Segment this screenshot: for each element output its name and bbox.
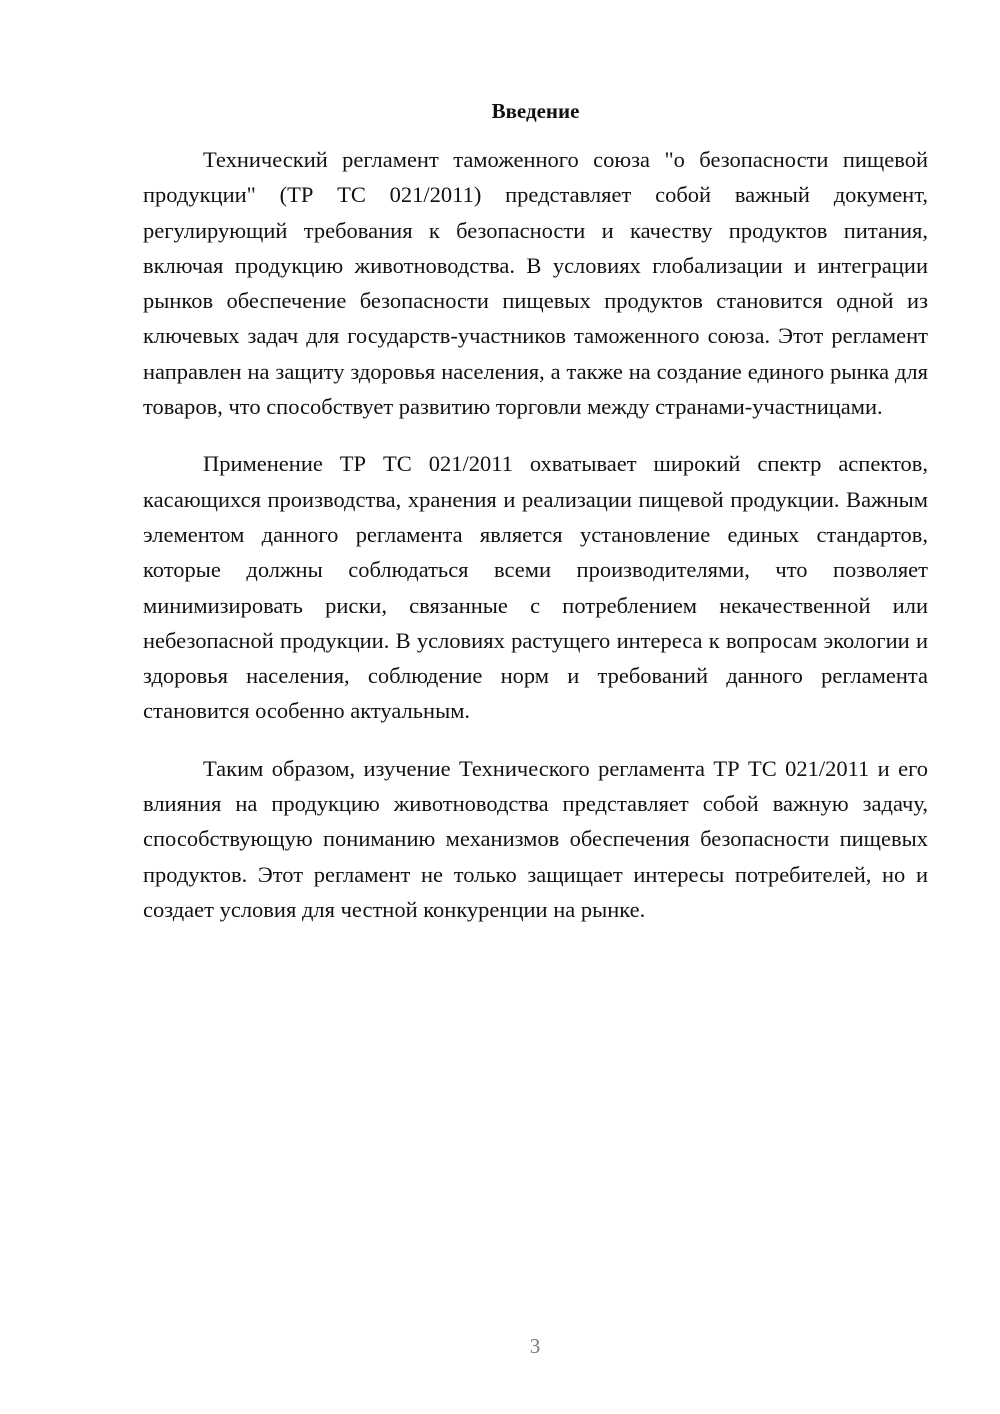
paragraph-2: Применение ТР ТС 021/2011 охватывает широкий спектр аспектов, касающихся производства, хранения и реализации пищевой продукции. Важным элементом данного регламента является установление единых стандартов, которые должны соблюдаться всеми производителями, что позволяет минимизировать риски, связанные с потреблением некачественной или небезопасной продукции. В условиях растущего интереса к вопросам экологии и здоровья населения, соблюдение норм и требований данного регламента становится особенно актуальным. bbox=[143, 451, 928, 724]
page-title: Введение bbox=[491, 99, 580, 123]
paragraph-1: Технический регламент таможенного союза "о безопасности пищевой продукции" (ТР ТС 021/2011) представляет собой важный документ, регулирующий требования к безопасности и качеству продуктов питания, включая продукцию животноводства. В условиях глобализации и интеграции рынков обеспечение безопасности пищевых продуктов становится одной из ключевых задач для государств-участников таможенного союза. Этот регламент направлен на защиту здоровья населения, а также на создание единого рынка для товаров, что способствует развитию торговли между странами-участницами. bbox=[143, 147, 928, 420]
document-body bbox=[143, 142, 928, 927]
paragraph-3: Таким образом, изучение Технического регламента ТР ТС 021/2011 и его влияния на продукцию животноводства представляет собой важную задачу, способствующую пониманию механизмов обеспечения безопасности пищевых продуктов. Этот регламент не только защищает интересы потребителей, но и создает условия для честной конкуренции на рынке. bbox=[143, 755, 928, 922]
page-number: 3 bbox=[529, 1334, 541, 1358]
